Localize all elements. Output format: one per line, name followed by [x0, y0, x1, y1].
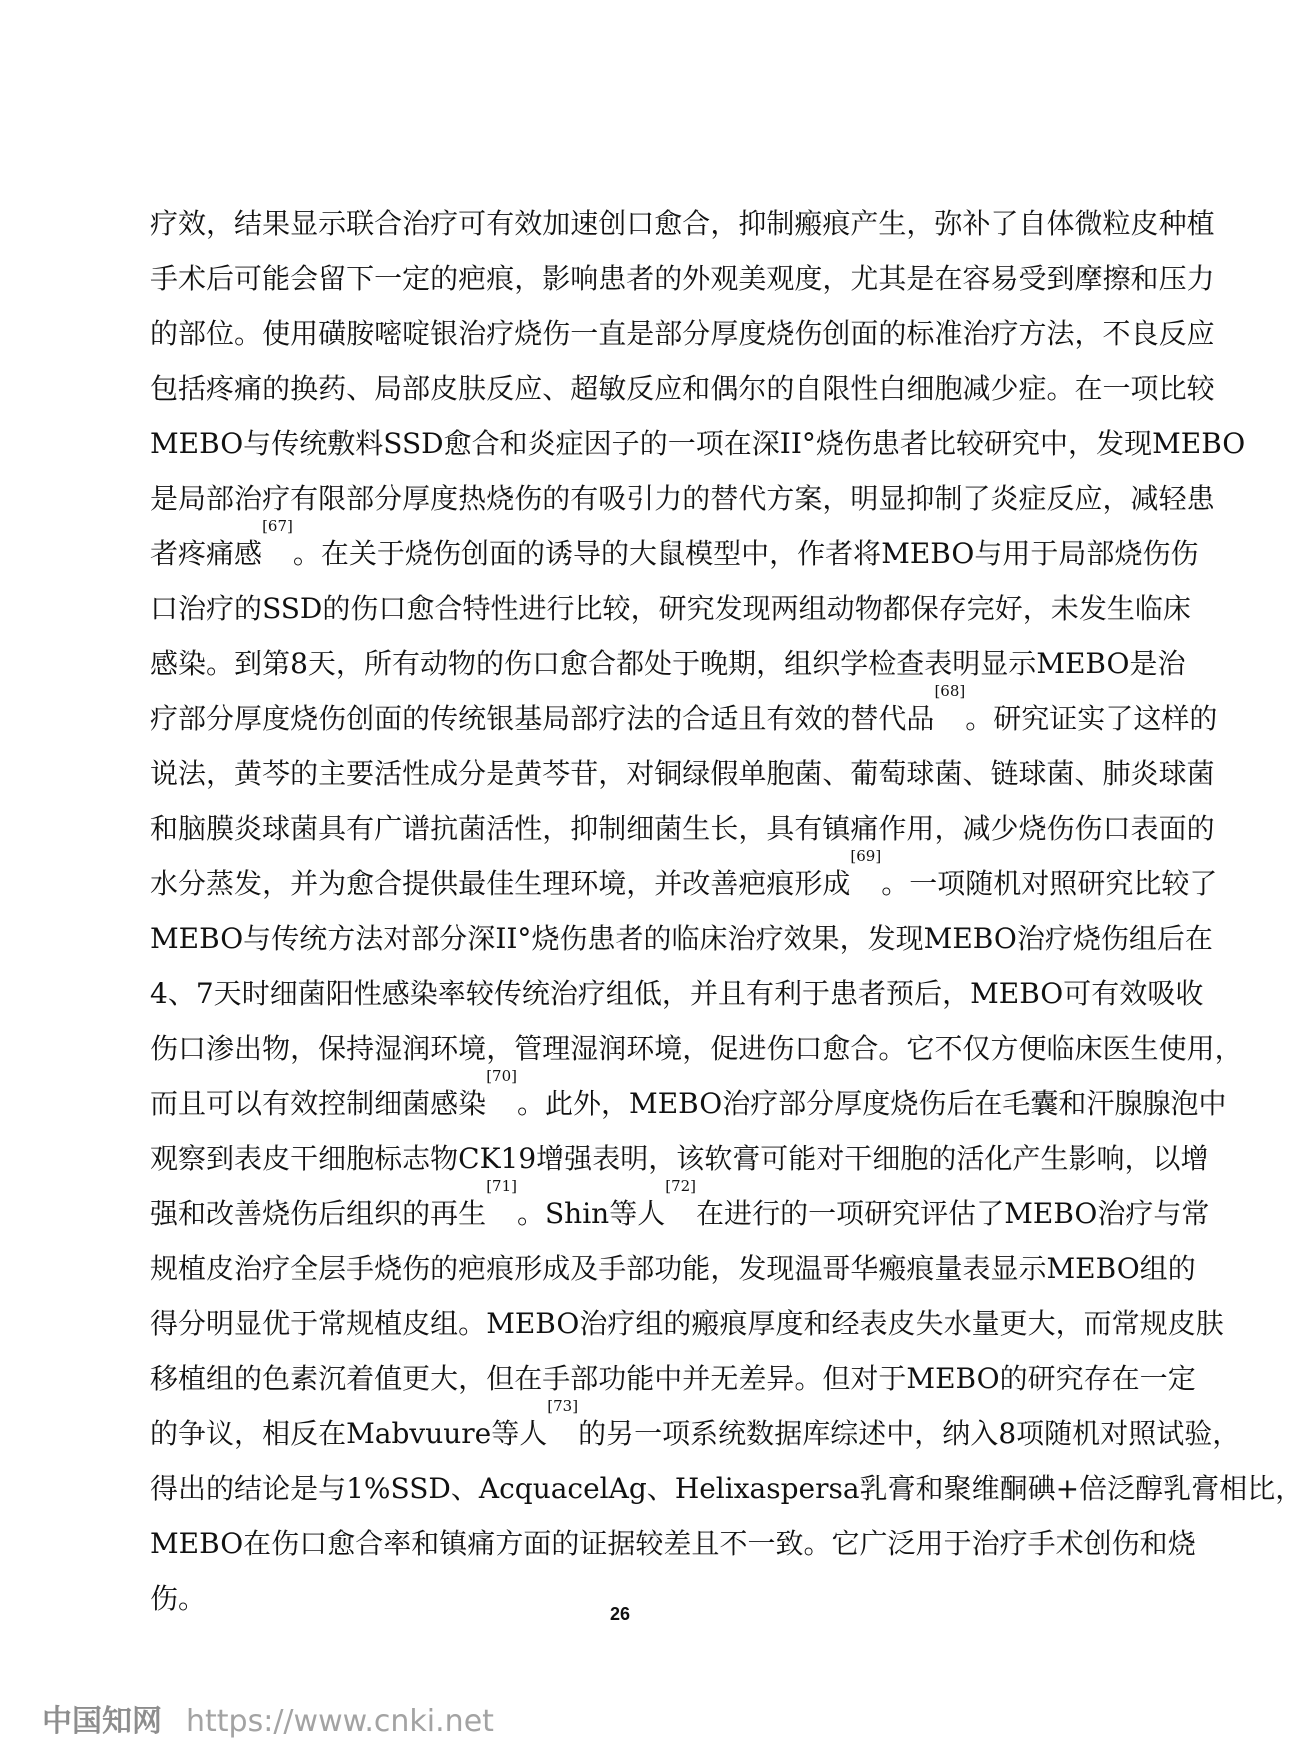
text-line: 说 法 ， 黄 芩 的 主 要 活 性 成 分 是 黄 芩 苷 ， 对 铜 绿 假 单 胞 菌 、 葡 萄 球 菌 、 链 球 菌 、 肺 炎 球 菌 [150, 757, 1215, 790]
text-line: 感 染 。 到 第 8 天 ， 所 有 动 物 的 伤 口 愈 合 都 处 于 晚 期 ， 组 织 学 检 查 表 明 显 示 MEBO 是 治 [150, 647, 1186, 680]
text-line: 4 、 7 天 时 细 菌 阳 性 感 染 率 较 传 统 治 疗 组 低 ， 并 且 有 利 于 患 者 预 后 ， MEBO 可 有 效 吸 收 [150, 977, 1204, 1010]
text-line: 口 治 疗 的 SSD 的 伤 口 愈 合 特 性 进 行 比 较 ， 研 究 发 现 两 组 动 物 都 保 存 完 好 ， 未 发 生 临 床 [150, 592, 1191, 625]
text-line: 的 部 位 。 使 用 磺 胺 嘧 啶 银 治 疗 烧 伤 一 直 是 部 分 厚 度 烧 伤 创 面 的 标 准 治 疗 方 法 ， 不 良 反 应 [150, 317, 1215, 350]
text-line: 而 且 可 以 有 效 控 制 细 菌 感 染 [70] 。 此 外 ， MEBO 治 疗 部 分 厚 度 烧 伤 后 在 毛 囊 和 汗 腺 腺 泡 中 [150, 1067, 1227, 1120]
text-line: 疗 部 分 厚 度 烧 伤 创 面 的 传 统 银 基 局 部 疗 法 的 合 适 且 有 效 的 替 代 品 [68] 。 研 究 证 实 了 这 样 的 [150, 682, 1218, 735]
text-line: 观 察 到 表 皮 干 细 胞 标 志 物 CK19 增 强 表 明 ， 该 软 膏 可 能 对 干 细 胞 的 活 化 产 生 影 响 ， 以 增 [150, 1142, 1209, 1175]
text-line: 得 出 的 结 论 是 与 1%SSD 、 Acquacel Ag 、 Helix aspersa 乳 膏 和 聚 维 酮 碘 + 倍 泛 醇 乳 膏 相 比 ， [150, 1472, 1303, 1505]
text-line: 伤 口 渗 出 物 ， 保 持 湿 润 环 境 ， 管 理 湿 润 环 境 ， 促 进 伤 口 愈 合 。 它 不 仅 方 便 临 床 医 生 使 用 ， [150, 1032, 1243, 1065]
footer-watermark [42, 1696, 494, 1740]
page-number: 26 [609, 1604, 631, 1624]
text-line: 包 括 疼 痛 的 换 药 、 局 部 皮 肤 反 应 、 超 敏 反 应 和 偶 尔 的 自 限 性 白 细 胞 减 少 症 。 在 一 项 比 较 [150, 372, 1215, 405]
text-line: 移 植 组 的 色 素 沉 着 值 更 大 ， 但 在 手 部 功 能 中 并 无 差 异 。 但 对 于 MEBO 的 研 究 存 在 一 定 [150, 1362, 1196, 1395]
text-line: MEBO 与 传 统 方 法 对 部 分 深 II° 烧 伤 患 者 的 临 床 治 疗 效 果 ， 发 现 MEBO 治 疗 烧 伤 组 后 在 [150, 922, 1213, 955]
text-line: 者 疼 痛 感 [67] 。 在 关 于 烧 伤 创 面 的 诱 导 的 大 鼠 模 型 中 ， 作 者 将 MEBO 与 用 于 局 部 烧 伤 伤 [150, 517, 1199, 570]
body-paragraph [150, 196, 1303, 1626]
text-line: 伤 。 [150, 1582, 207, 1615]
text-line: 疗 效 ， 结 果 显 示 联 合 治 疗 可 有 效 加 速 创 口 愈 合 ， 抑 制 瘢 痕 产 生 ， 弥 补 了 自 体 微 粒 皮 种 植 [150, 207, 1215, 240]
text-line: 水 分 蒸 发 ， 并 为 愈 合 提 供 最 佳 生 理 环 境 ， 并 改 善 疤 痕 形 成 [69] 。 一 项 随 机 对 照 研 究 比 较 了 [150, 847, 1218, 900]
text-line: MEBO 在 伤 口 愈 合 率 和 镇 痛 方 面 的 证 据 较 差 且 不 一 致 。 它 广 泛 用 于 治 疗 手 术 创 伤 和 烧 [150, 1527, 1196, 1560]
cnki-url[interactable]: https://www.cnki.net [186, 1704, 494, 1739]
text-line: 得 分 明 显 优 于 常 规 植 皮 组 。 MEBO 治 疗 组 的 瘢 痕 厚 度 和 经 表 皮 失 水 量 更 大 ， 而 常 规 皮 肤 [150, 1307, 1224, 1340]
text-line: 的 争 议 ， 相 反 在 Mabvuure 等 人 [73] 的 另 一 项 系 统 数 据 库 综 述 中 ， 纳 入 8 项 随 机 对 照 试 验 ， [150, 1397, 1241, 1450]
text-line: 强 和 改 善 烧 伤 后 组 织 的 再 生 [71] 。 Shin 等 人 [72] 在 进 行 的 一 项 研 究 评 估 了 MEBO 治 疗 与 常 [150, 1177, 1210, 1230]
text-line: MEBO 与 传 统 敷 料 SSD 愈 合 和 炎 症 因 子 的 一 项 在 深 II° 烧 伤 患 者 比 较 研 究 中 ， 发 现 MEBO [150, 427, 1246, 460]
text-line: 和 脑 膜 炎 球 菌 具 有 广 谱 抗 菌 活 性 ， 抑 制 细 菌 生 长 ， 具 有 镇 痛 作 用 ， 减 少 烧 伤 伤 口 表 面 的 [150, 812, 1215, 845]
text-line: 是 局 部 治 疗 有 限 部 分 厚 度 热 烧 伤 的 有 吸 引 力 的 替 代 方 案 ， 明 显 抑 制 了 炎 症 反 应 ， 减 轻 患 [150, 482, 1215, 515]
cnki-brand: 中国知网 [42, 1704, 162, 1739]
text-line: 规 植 皮 治 疗 全 层 手 烧 伤 的 疤 痕 形 成 及 手 部 功 能 ， 发 现 温 哥 华 瘢 痕 量 表 显 示 MEBO 组 的 [150, 1252, 1196, 1285]
text-line: 手 术 后 可 能 会 留 下 一 定 的 疤 痕 ， 影 响 患 者 的 外 观 美 观 度 ， 尤 其 是 在 容 易 受 到 摩 擦 和 压 力 [150, 262, 1215, 295]
